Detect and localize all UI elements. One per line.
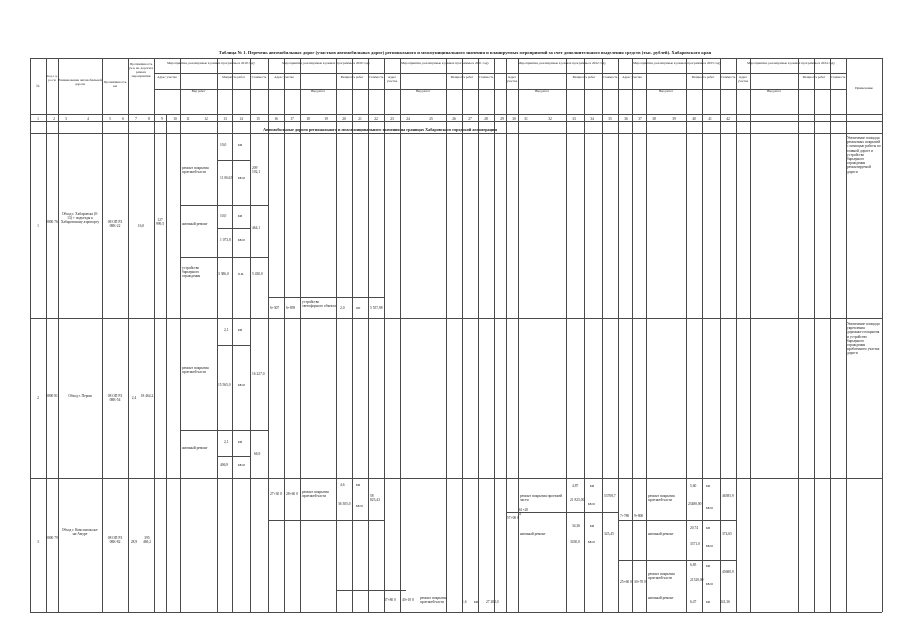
work-volume: 10,0: [220, 214, 227, 218]
row-length: 2,4: [131, 396, 137, 400]
work-unit: кв.м: [706, 506, 713, 510]
column-number: 17: [290, 117, 294, 121]
column-number: 38: [652, 117, 656, 121]
cell-divider: [268, 520, 384, 521]
later-unit: шт: [356, 306, 361, 310]
header-sub-worktype: Вид работ: [191, 89, 206, 93]
col-divider: [618, 58, 619, 612]
work-unit: км: [238, 328, 243, 332]
work-cost: 45680,9: [722, 570, 734, 574]
work-unit: кв.м: [588, 502, 595, 506]
header-sub-address-2023: Адрес участка: [622, 75, 642, 79]
work-cost: 374,65: [722, 532, 732, 536]
work-volume: 2,1: [224, 440, 229, 444]
work-type: ямочный ремонт: [648, 596, 674, 600]
work-volume: 15 565,0: [218, 383, 231, 387]
header-group-divider: [154, 73, 846, 74]
header-sub-cost: Стоимость: [251, 75, 267, 79]
column-number: 32: [548, 117, 552, 121]
row-code: 0800 76: [46, 220, 58, 224]
header-sub-address-2020: Адрес участка: [274, 75, 294, 79]
header-group-2020: Мероприятия, реализуемые в рамках программы в 2020 году: [282, 61, 370, 65]
km-from: 7+780: [620, 514, 630, 518]
column-number: 35: [608, 117, 612, 121]
col-divider: [352, 58, 353, 612]
column-number: 6: [122, 117, 124, 121]
km-to: 9+800: [634, 514, 644, 518]
work-type: ремонт покрытия проезжей части: [182, 366, 209, 375]
header-group-2022: Мероприятия, реализуемые в рамках программы в 2022 году: [518, 61, 606, 65]
column-number: 36: [624, 117, 628, 121]
column-number: 5: [109, 117, 111, 121]
work-volume: 6,85: [690, 563, 697, 567]
col-divider: [814, 58, 815, 612]
work-cost: 58 825,43: [370, 494, 380, 503]
work-volume: 3430,0: [570, 540, 580, 544]
work-unit: кв.м: [238, 176, 245, 180]
column-number: 25: [429, 117, 433, 121]
km-from: 25+60 0: [620, 580, 632, 584]
row-number: 1: [37, 224, 39, 228]
column-number: 37: [638, 117, 642, 121]
row-note: Увеличение площади укрепления дорожного покрытия и устройство барьерного ограждения проблемного участка дороги: [847, 322, 880, 356]
column-number: 27: [468, 117, 472, 121]
later-km-to: 6+859: [286, 306, 296, 310]
header-sub-divider: [154, 89, 846, 90]
header-sub-cost-2023: Стоимость: [720, 75, 736, 79]
header-col-no: №: [36, 84, 40, 88]
header-group-2024: Мероприятия, реализуемые в рамках программы в 2024 году: [747, 61, 835, 65]
cell-divider: [217, 228, 250, 229]
column-number: 20: [342, 117, 346, 121]
header-sub-worktype-2024: Вид работ: [767, 89, 781, 93]
col-divider: [58, 58, 59, 612]
work-cost: 464,1: [252, 226, 261, 230]
column-number: 11: [186, 117, 190, 121]
column-number: 40: [692, 117, 696, 121]
header-col-name: Наименование автомобильной дороги: [58, 78, 103, 86]
col-divider: [830, 58, 831, 612]
row-range: 127 999,5: [155, 218, 165, 227]
row1-bottom-border: [30, 318, 882, 319]
header-sub-capacity-2023: Мощность работ: [691, 75, 715, 79]
row-length: 28,9: [130, 540, 138, 544]
work-unit: кв.м: [238, 383, 245, 387]
header-sub-worktype-2023: Вид работ: [659, 89, 673, 93]
work-type: ремонт покрытия проезжей части: [302, 490, 329, 499]
column-number: 19: [324, 117, 328, 121]
work-volume: 36 305,0: [338, 502, 351, 506]
row-name: Обход г. Перми: [68, 394, 92, 398]
column-number: 4: [87, 117, 89, 121]
table-top-border: [30, 58, 882, 59]
col-divider: [336, 58, 337, 612]
work-cost: 66,9: [254, 452, 261, 456]
section-title: Автомобильные дороги регионального и межмуниципального значения на границах Хабаровского городской агломерации: [263, 127, 497, 132]
work-volume: 4,6: [340, 483, 345, 487]
work-cost: 209 192,1: [252, 166, 261, 175]
work-unit: км: [706, 484, 711, 488]
work-volume: 20,74: [690, 526, 699, 530]
header-sub-capacity-2024: Мощность работ: [802, 75, 826, 79]
header-sub-worktype-2021: Вид работ: [416, 89, 430, 93]
work-type: ямочный ремонт: [182, 446, 208, 450]
work-volume: 21520,00: [690, 578, 704, 582]
column-number: 29: [500, 117, 504, 121]
row-km-range: 08 ОП РЗ 08К-82: [107, 536, 123, 545]
col-divider: [506, 58, 507, 612]
table-right-border: [882, 58, 883, 612]
column-number: 15: [256, 117, 260, 121]
cell-divider: [336, 590, 406, 591]
section-bottom-border: [30, 133, 882, 134]
work-unit: кв.м: [356, 504, 363, 508]
work-type: ремонт покрытия проезжей части: [648, 572, 675, 581]
header-sub-worktype-2020: Вид работ: [311, 89, 325, 93]
col-divider: [284, 58, 285, 612]
work-unit: км: [706, 564, 711, 568]
col-divider: [462, 58, 463, 612]
row-range: 18 464,2: [140, 394, 154, 398]
col-divider: [46, 58, 47, 612]
row-code: 0800 79: [46, 536, 58, 540]
work-unit: км: [238, 214, 243, 218]
work-volume: 2,1: [224, 328, 229, 332]
header-sub-cost-2024: Стоимость: [830, 75, 846, 79]
work-unit: кв.м: [238, 238, 245, 242]
col-divider: [384, 58, 385, 612]
header-sub-capacity-2021: Мощность работ: [450, 75, 474, 79]
column-number: 14: [239, 117, 243, 121]
header-sub-address-2021: Адрес участка: [386, 75, 398, 83]
later-cost: 5 557,88: [370, 306, 383, 310]
col-divider: [128, 58, 129, 612]
work-unit: км: [238, 440, 243, 444]
col-divider: [646, 58, 647, 612]
column-number: 21: [358, 117, 362, 121]
work-type: ремонт покрытия проезжей части: [648, 494, 675, 503]
later-volume: 2,0: [340, 306, 345, 310]
col-divider: [686, 58, 687, 612]
work-type: ремонт покрытия проезжей части: [420, 596, 447, 605]
work-volume: 11 064,9: [220, 176, 233, 180]
later-work-type: устройство светофорного объекта: [302, 300, 336, 309]
col-divider: [702, 58, 703, 612]
row-km-range: 08 ОП РЗ 08К-54: [107, 394, 123, 403]
row-number: 2: [37, 396, 39, 400]
column-number: 7: [135, 117, 137, 121]
cell-divider: [180, 257, 268, 258]
col-divider: [368, 58, 369, 612]
col-divider: [478, 58, 479, 612]
column-number: 28: [484, 117, 488, 121]
work-volume: 4,87: [572, 484, 579, 488]
col-divider: [602, 58, 603, 612]
header-sub-address-2022: Адрес участка: [506, 75, 518, 83]
work-unit: кв.м: [588, 540, 595, 544]
column-number: 8: [148, 117, 150, 121]
header-sub-capacity: Мощность работ: [222, 75, 245, 79]
header-note: Примечание: [855, 86, 873, 90]
col-divider: [750, 58, 751, 612]
work-unit: кв.м: [238, 463, 245, 467]
header-sub-capacity-2022: Мощность работ: [572, 75, 596, 79]
column-number: 16: [274, 117, 278, 121]
column-number: 33: [572, 117, 576, 121]
column-number: 1: [37, 117, 39, 121]
col-divider: [798, 58, 799, 612]
work-volume: 1,6: [462, 600, 467, 604]
col-divider: [632, 58, 633, 612]
col-divider: [300, 58, 301, 612]
work-volume: 21 825,00: [570, 498, 585, 502]
col-divider: [494, 58, 495, 612]
column-number: 3: [65, 117, 67, 121]
column-number: 2: [53, 117, 55, 121]
cell-divider: [618, 560, 736, 561]
col-divider: [154, 58, 155, 612]
document-title: Таблица № 1. Перечень автомобильных дорог (участков автомобильных дорог) регионального и межмуниципального значения и планируемых мероприятий за счет дополнительного выделения средств (тыс. рублей). Хабаровского края: [218, 50, 712, 55]
row-km-range: 08 ОП РЗ 08К-22: [107, 220, 123, 229]
work-type: ямочный ремонт: [182, 222, 208, 226]
work-unit: км: [238, 143, 243, 147]
work-unit: км: [706, 600, 711, 604]
header-col-prev: Протяжённость уч-к ав. дороги в рамках мероприятия: [128, 62, 154, 78]
work-volume: 10,0: [220, 143, 227, 147]
km-to: 61+20 4: [519, 508, 529, 517]
work-cost: 16 227,0: [252, 372, 265, 376]
row2-bottom-border: [30, 478, 882, 479]
km-to: 30+70 0: [634, 580, 646, 584]
header-group-2019: Мероприятия, реализуемые в рамках программы в 2019 году: [167, 61, 255, 65]
col-divider: [217, 58, 218, 612]
work-type: ремонт покрытия проезжей части: [520, 494, 563, 503]
col-divider: [268, 58, 269, 612]
header-group-2021: Мероприятия, реализуемые в рамках программы в 2021 году: [401, 61, 489, 65]
work-volume: 3 386,0: [218, 272, 229, 276]
work-unit: км: [474, 600, 479, 604]
cell-divider: [618, 520, 736, 521]
header-col-code: Код а д-ро ги: [46, 74, 58, 82]
col-divider: [736, 58, 737, 612]
col-divider: [720, 58, 721, 612]
column-number: 13: [223, 117, 227, 121]
header-group-2023: Мероприятия, реализуемые в рамках программы в 2023 году: [633, 61, 721, 65]
col-divider: [232, 58, 233, 612]
work-volume: 34,36: [572, 524, 581, 528]
column-number: 18: [306, 117, 310, 121]
row-number: 3: [37, 540, 39, 544]
header-sub-address: Адрес участка: [157, 75, 177, 79]
work-volume: 23480,00: [688, 502, 702, 506]
col-divider: [180, 58, 181, 612]
work-type: ремонт покрытия проезжей части: [182, 166, 209, 175]
cell-divider: [268, 297, 384, 298]
later-km-from: 6+307: [270, 306, 280, 310]
column-number: 22: [374, 117, 378, 121]
work-type: ямочный ремонт: [520, 532, 546, 536]
work-unit: кв.м: [706, 544, 713, 548]
header-sub-address-2024: Адрес участка: [737, 75, 749, 83]
work-unit: п.м.: [238, 272, 244, 276]
cell-divider: [217, 456, 250, 457]
row-name: Обход г. Хабаровска (0-13) + подъезды к Хабаровскому аэропорту: [60, 212, 100, 225]
work-volume: 3371,0: [690, 542, 700, 546]
km-to: 40+10 0: [402, 598, 414, 602]
work-cost: 241,36: [720, 600, 730, 604]
col-divider: [102, 58, 103, 612]
header-sub-cost-2022: Стоимость: [602, 75, 618, 79]
work-unit: км: [706, 526, 711, 530]
cell-divider: [180, 430, 268, 431]
work-volume: 1 073,8: [220, 238, 231, 242]
header-sub-capacity-2020: Мощность работ: [340, 75, 364, 79]
row-range: 395 469,2: [142, 536, 152, 545]
col-divider: [446, 58, 447, 612]
km-from: 37+80 0: [384, 598, 396, 602]
col-divider: [250, 58, 251, 612]
work-unit: кв.м: [706, 582, 713, 586]
work-cost: 53708,7: [604, 494, 616, 498]
cell-divider: [180, 205, 268, 206]
work-unit: км: [590, 524, 595, 528]
work-cost: 46585,9: [722, 494, 734, 498]
column-number: 30: [512, 117, 516, 121]
column-number: 12: [204, 117, 208, 121]
work-type: ямочный ремонт: [648, 532, 674, 536]
col-divider: [166, 114, 167, 612]
row-length: 16,0: [137, 224, 145, 228]
work-unit: км: [356, 483, 361, 487]
col-divider: [566, 58, 567, 612]
column-number: 10: [173, 117, 177, 121]
column-number: 42: [726, 117, 730, 121]
column-number: 41: [708, 117, 712, 121]
col-divider: [584, 58, 585, 612]
cell-divider: [217, 345, 250, 346]
header-sub-cost-2021: Стоимость: [478, 75, 494, 79]
row-name: Обход г. Комсомольска-на-Амуре: [61, 528, 99, 537]
work-volume: 5,60: [690, 484, 697, 488]
column-number: 26: [452, 117, 456, 121]
header-sub-cost-2020: Стоимость: [368, 75, 384, 79]
header-col-km: Протяжённость км: [103, 80, 127, 88]
km-to: 28+60 0: [286, 492, 298, 496]
row-code: 0800 81: [46, 394, 58, 398]
column-number: 24: [406, 117, 410, 121]
column-number: 9: [161, 117, 163, 121]
cell-divider: [217, 160, 250, 161]
table-bottom-border: [30, 612, 882, 613]
work-unit: км: [590, 484, 595, 488]
work-volume: 406,9: [220, 463, 229, 467]
numbers-bottom-border: [30, 121, 882, 122]
column-number: 34: [590, 117, 594, 121]
header-bottom-border: [30, 114, 882, 115]
column-number: 39: [672, 117, 676, 121]
col-divider: [400, 58, 401, 612]
column-number: 23: [390, 117, 394, 121]
km-from: 27+30 0: [270, 492, 282, 496]
work-cost: 325,45: [604, 532, 614, 536]
table-left-border: [30, 58, 31, 612]
work-type: устройство барьерного ограждения: [182, 266, 201, 279]
work-volume: 6,47: [690, 600, 697, 604]
col-divider: [518, 58, 519, 612]
work-cost: 27 282,0: [486, 600, 499, 604]
column-number: 31: [524, 117, 528, 121]
work-cost: 5 430,0: [252, 272, 263, 276]
row-note: Увеличение площади ремонтных покрытий с помощью работы по главной дороге и устройство барьерного ограждения ремонтируемой дороги: [847, 136, 881, 174]
km-from: 57+00 0: [507, 516, 519, 520]
header-sub-worktype-2022: Вид работ: [535, 89, 549, 93]
